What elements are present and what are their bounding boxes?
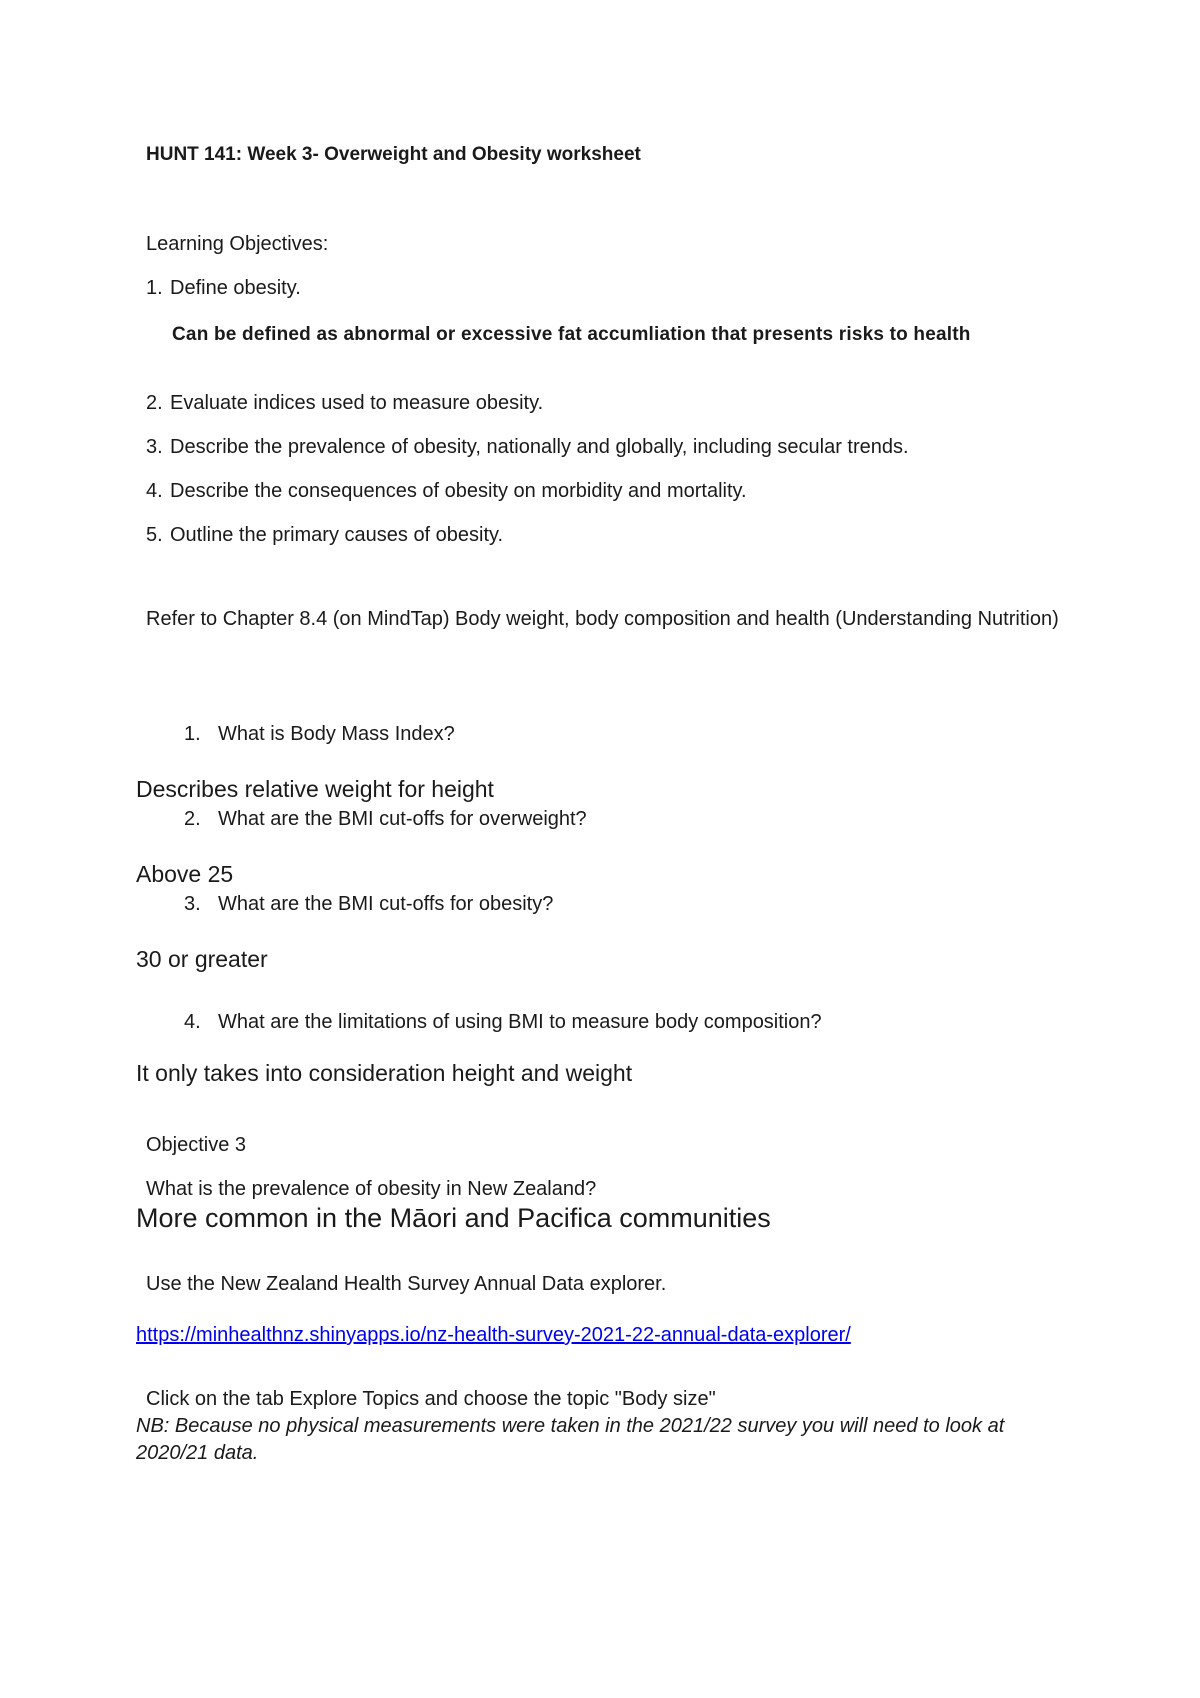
objective-number: 2.	[146, 392, 163, 414]
learning-objectives-heading: Learning Objectives:	[146, 233, 329, 255]
question-item	[184, 808, 587, 831]
objective-item	[146, 436, 909, 459]
objective-text: Describe the prevalence of obesity, nationally and globally, including secular trends.	[170, 436, 909, 458]
question-answer: 30 or greater	[136, 946, 268, 972]
question-text: What is Body Mass Index?	[218, 723, 455, 745]
objective-item	[146, 524, 503, 547]
objective-number: 3.	[146, 436, 163, 458]
question-number: 2.	[184, 808, 201, 830]
objective-text: Describe the consequences of obesity on morbidity and mortality.	[170, 480, 747, 502]
prevalence-answer: More common in the Māori and Pacifica communities	[136, 1203, 771, 1233]
question-item	[184, 723, 455, 746]
question-text: What are the limitations of using BMI to measure body composition?	[218, 1011, 822, 1033]
objective-text: Define obesity.	[170, 277, 301, 299]
prevalence-question: What is the prevalence of obesity in New Zealand?	[146, 1178, 597, 1200]
survey-note: NB: Because no physical measurements were taken in the 2021/22 survey you will need to look at 2020/21 data.	[136, 1415, 1005, 1464]
question-answer: Above 25	[136, 861, 234, 887]
question-answer: Describes relative weight for height	[136, 776, 494, 802]
question-item	[184, 893, 553, 916]
objective-number: 4.	[146, 480, 163, 502]
question-number: 1.	[184, 723, 201, 745]
objective-item	[146, 392, 543, 415]
explore-topics-instruction: Click on the tab Explore Topics and choose the topic "Body size"	[146, 1388, 716, 1410]
worksheet-title: HUNT 141: Week 3- Overweight and Obesity worksheet	[146, 144, 641, 165]
question-item	[184, 1011, 822, 1034]
chapter-reference: Refer to Chapter 8.4 (on MindTap) Body weight, body composition and health (Understanding Nutrition)	[146, 608, 1059, 630]
data-explorer-instruction: Use the New Zealand Health Survey Annual Data explorer.	[146, 1273, 667, 1295]
obesity-definition-answer: Can be defined as abnormal or excessive fat accumliation that presents risks to health	[172, 324, 971, 345]
objective-text: Outline the primary causes of obesity.	[170, 524, 504, 546]
objective-item	[146, 277, 301, 300]
objective-3-label: Objective 3	[146, 1134, 247, 1156]
question-text: What are the BMI cut-offs for overweight?	[218, 808, 587, 830]
question-text: What are the BMI cut-offs for obesity?	[218, 893, 554, 915]
objective-item	[146, 480, 747, 503]
data-explorer-link[interactable]: https://minhealthnz.shinyapps.io/nz-health-survey-2021-22-annual-data-explorer/	[136, 1324, 851, 1346]
question-number: 3.	[184, 893, 201, 915]
objective-number: 5.	[146, 524, 163, 546]
objective-number: 1.	[146, 277, 163, 299]
question-number: 4.	[184, 1011, 201, 1033]
objective-text: Evaluate indices used to measure obesity.	[170, 392, 544, 414]
question-answer: It only takes into consideration height and weight	[136, 1060, 633, 1086]
